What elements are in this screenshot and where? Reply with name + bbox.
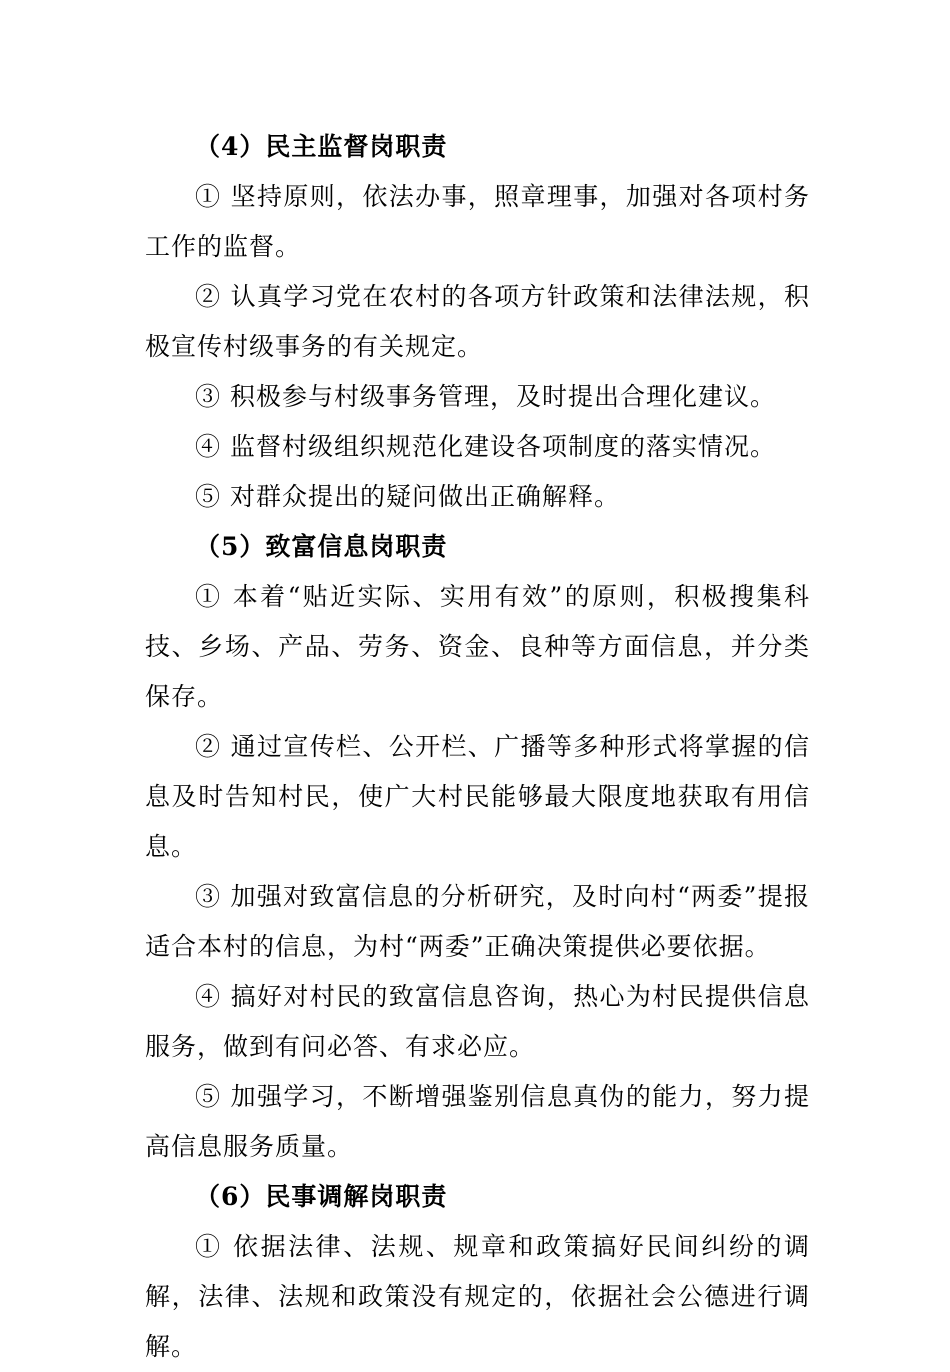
list-item: ① 本着“贴近实际、实用有效”的原则，积极搜集科技、乡场、产品、劳务、资金、良种等方面信息，并分类保存。 bbox=[145, 582, 810, 711]
section-heading: （6）民事调解岗职责 bbox=[195, 1182, 448, 1211]
list-item: ⑤ 对群众提出的疑问做出正确解释。 bbox=[195, 482, 620, 511]
list-item: ⑤ 加强学习，不断增强鉴别信息真伪的能力，努力提高信息服务质量。 bbox=[145, 1082, 810, 1161]
section-democratic-supervision bbox=[145, 122, 810, 522]
list-item: ③ 加强对致富信息的分析研究，及时向村“两委”提报适合本村的信息，为村“两委”正确决策提供必要依据。 bbox=[145, 882, 810, 961]
section-heading: （4）民主监督岗职责 bbox=[195, 132, 448, 161]
list-item: ③ 积极参与村级事务管理，及时提出合理化建议。 bbox=[195, 382, 776, 411]
document-body bbox=[145, 122, 810, 1372]
list-item: ① 坚持原则，依法办事，照章理事，加强对各项村务工作的监督。 bbox=[145, 182, 810, 261]
section-heading: （5）致富信息岗职责 bbox=[195, 532, 448, 561]
section-wealth-information bbox=[145, 522, 810, 1172]
list-item: ④ 搞好对村民的致富信息咨询，热心为村民提供信息服务，做到有问必答、有求必应。 bbox=[145, 982, 810, 1061]
list-item: ① 依据法律、法规、规章和政策搞好民间纠纷的调解，法律、法规和政策没有规定的，依据社会公德进行调解。 bbox=[145, 1232, 810, 1361]
list-item: ② 认真学习党在农村的各项方针政策和法律法规，积极宣传村级事务的有关规定。 bbox=[145, 282, 810, 361]
list-item: ② 通过宣传栏、公开栏、广播等多种形式将掌握的信息及时告知村民，使广大村民能够最大限度地获取有用信息。 bbox=[145, 732, 810, 861]
section-civil-mediation bbox=[145, 1172, 810, 1372]
list-item: ④ 监督村级组织规范化建设各项制度的落实情况。 bbox=[195, 432, 776, 461]
